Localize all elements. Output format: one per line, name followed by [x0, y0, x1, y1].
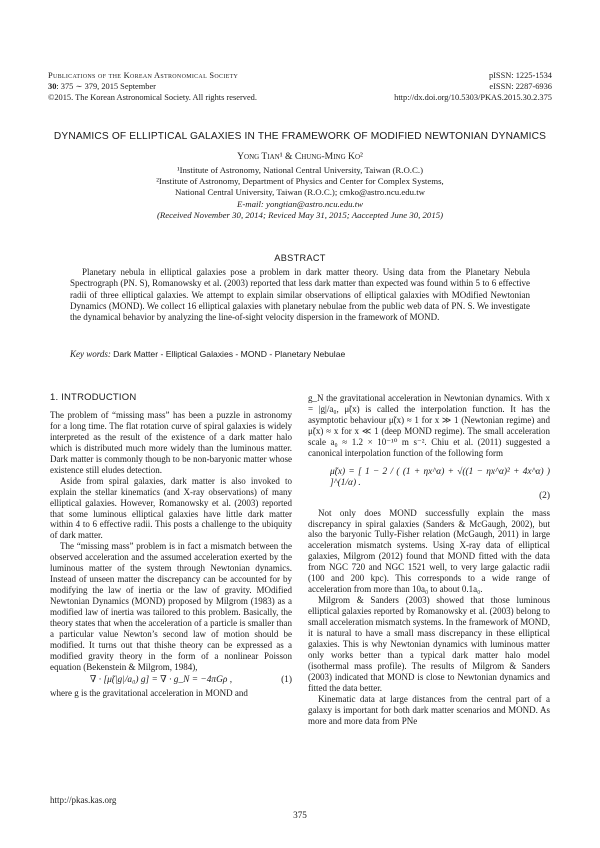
equation-number: (1): [281, 674, 292, 685]
abstract-heading: ABSTRACT: [274, 253, 326, 263]
received-dates: (Received November 30, 2014; Reviced May 31, 2015; Aaccepted June 30, 2015): [156, 210, 444, 221]
paragraph: The “missing mass” problem is in fact a mismatch between the observed acceleration and the assumed acceleration exerted by the luminous matter of the system through Newtonian dynamics. Instead of unseen matter the discrepancy can be accounted for by modifying the law of inertia or the law of gravity. MOdified Newtonian Dynamics (MOND) proposed by Milgrom (1983) as a modified law of inertia was tailored to this problem. Basically, the theory states that when the acceleration of a particle is smaller than a particular value Newton’s second law of motion should be modified. It turns out that thishe theory can be expressed as a modified gravity theory in the form of a nonlinear Poisson equation (Bekenstein & Milgrom, 1984),: [50, 541, 292, 672]
equation-expression: μ̃(x) = [ 1 − 2 / ( (1 + ηx^α) + √((1 − ηx^α)² + 4x^α) ) ]^(1/α) .: [330, 466, 550, 488]
equation-2: [308, 467, 550, 489]
authors: Yong Tian¹ & Chung-Ming Ko²: [237, 151, 363, 162]
paragraph: Kinematic data at large distances from the central part of a galaxy is important for both dark matter scenarios and MOND. As more and more data from PNe: [308, 693, 550, 726]
paragraph: Milgrom & Sanders (2003) showed that those luminous elliptical galaxies reported by Romanowsky et al. (2003) belong to small acceleration mismatch systems. In the framework of MOND, it is natural to have a small mass discrepancy in these elliptical galaxies. This is why Newtonian dynamics with luminous matter only works better than a typical dark matter halo model (isothermal mass profile). The results of Milgrom & Sanders (2003) indicated that MOND is close to Newtonian dynamics and fitted the data better.: [308, 595, 550, 693]
journal-url[interactable]: http://pkas.kas.org: [50, 795, 117, 805]
correspondence: [100, 199, 500, 222]
volume-number: 30: [48, 82, 57, 91]
keywords-label: Key words:: [70, 349, 111, 359]
keywords: [70, 349, 530, 360]
copyright: ©2015. The Korean Astronomical Society. All rights reserved.: [48, 93, 257, 102]
equation-1: [50, 675, 292, 686]
section-heading: 1. INTRODUCTION: [50, 392, 137, 403]
paragraph: where g is the gravitational acceleration in MOND and: [50, 687, 248, 698]
issn-header: [292, 70, 552, 103]
left-column: [50, 393, 292, 699]
keywords-list: Dark Matter - Elliptical Galaxies - MOND - Planetary Nebulae: [113, 349, 346, 359]
right-column: [308, 393, 550, 727]
abstract-text: Planetary nebula in elliptical galaxies pose a problem in dark matter theory. Using data from the Planetary Nebula Spectrograph (PN. S), Romanowsky et al. (2003) reported that less dark matter than expected was found within 5 to 6 effective radii of three elliptical galaxies. We attempt to explain similar observations of elliptical galaxies with MOdified Newtonian Dynamics (MOND). We collect 16 elliptical galaxies with planetary nebulae from the public web data of PN. S. We investigate the dynamical behavior by analyzing the line-of-sight velocity dispersion in the framework of MOND.: [70, 267, 530, 323]
pissn: pISSN: 1225-1534: [488, 71, 552, 80]
affiliation-2-cont: National Central University, Taiwan (R.O.C.); cmko@astro.ncu.edu.tw: [174, 186, 426, 197]
page-number: 375: [293, 810, 307, 820]
affiliations: [100, 165, 500, 197]
page-range: : 375 ∼ 379, 2015 September: [56, 82, 156, 91]
paragraph: g_N the gravitational acceleration in Newtonian dynamics. With x = |g|/a₀, μ̃(x) is called the interpolation function. It has the asymptotic behaviour μ̃(x) ≈ 1 for x ≫ 1 (Newtonian regime) and μ̃(x) ≈ x for x ≪ 1 (deep MOND regime). The small acceleration scale a₀ ≈ 1.2 × 10⁻¹⁰ m s⁻². Chiu et al. (2011) suggested a canonical interpolation function of the following form: [308, 393, 550, 458]
doi-link[interactable]: http://dx.doi.org/10.5303/PKAS.2015.30.2.375: [394, 93, 552, 102]
paper-title: DYNAMICS OF ELLIPTICAL GALAXIES IN THE FRAMEWORK OF MODIFIED NEWTONIAN DYNAMICS: [53, 131, 547, 142]
eissn: eISSN: 2287-6936: [489, 82, 552, 91]
paragraph: The problem of “missing mass” has been a puzzle in astronomy for a long time. The flat rotation curve of spiral galaxies is widely interpreted as the result of the existence of a dark matter halo which is distributed much more widely than the luminous matter. Dark matter is commonly though to be non-baryonic matter whose existence still eludes detection.: [50, 409, 292, 475]
affiliation-1: ¹Institute of Astronomy, National Central University, Taiwan (R.O.C.): [176, 165, 423, 175]
paragraph: Aside from spiral galaxies, dark matter is also invoked to explain the stellar kinematics (and X-ray observations) of many elliptical galaxies. However, Romanowsky et al. (2003) reported that some luminous elliptical galaxies have little dark matter within 4 to 6 effective radii. This posts a challenge to the ubiquity of dark matter.: [50, 475, 292, 541]
journal-name: Publications of the Korean Astronomical Society: [48, 71, 239, 80]
affiliation-2: ²Institute of Astronomy, Department of Physics and Center for Complex Systems,: [156, 175, 444, 186]
paragraph: Not only does MOND successfully explain the mass discrepancy in spiral galaxies (Sanders & McGaugh, 2002), but also the baryonic Tully-Fisher relation (McGaugh, 2011) in large acceleration mismatch systems. Using X-ray data of elliptical galaxies, Milgrom (2012) found that MOND fitted with the data from NGC 720 and NGC 1521 well, to very large galactic radii (100 and 200 kpc). This corresponds to a wide range of acceleration from more than 10a₀ to about 0.1a₀.: [308, 507, 550, 595]
equation-number: (2): [539, 490, 550, 501]
email: E-mail: yongtian@astro.ncu.edu.tw: [236, 199, 364, 209]
equation-expression: ∇ · [μ̃(|g|/a₀) g] = ∇ · g_N = −4πGρ ,: [89, 674, 233, 685]
